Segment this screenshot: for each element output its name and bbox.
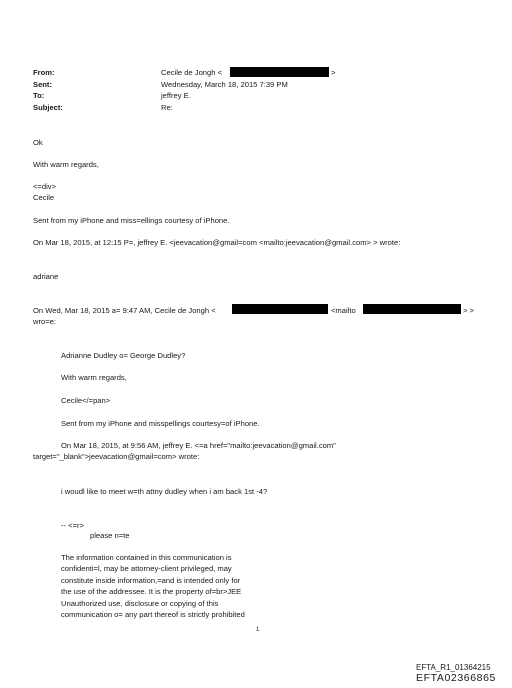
quoted-please-note: please n=te <box>90 531 130 540</box>
quoted-sig-dash: -- <=r> <box>61 521 85 530</box>
from-label: From: <box>33 68 55 77</box>
body-signature-name: Cecile <box>33 193 55 202</box>
to-value: jeffrey E. <box>161 91 191 100</box>
quoted-question: Adrianne Dudley o= George Dudley? <box>61 351 186 360</box>
body-wrote: wro=e: <box>33 317 57 326</box>
from-close: > <box>331 68 336 77</box>
quoted-meet-message: i woudl like to meet w=th attny dudley when i am back 1st -4? <box>61 487 268 496</box>
body-warm-regards: With warm regards, <box>33 160 99 169</box>
body-ok: Ok <box>33 138 43 147</box>
body-adriane: adriane <box>33 272 59 281</box>
page-number: 1 <box>256 627 260 633</box>
quoted-signature-name: Cecile</=pan> <box>61 396 111 405</box>
disclaimer-line: The information contained in this communication is <box>61 553 232 562</box>
redaction-box <box>230 67 329 77</box>
to-label: To: <box>33 91 45 100</box>
body-mailto: <mailto <box>331 306 356 315</box>
sent-label: Sent: <box>33 80 52 89</box>
quoted-target-wrote: target="_blank">jeevacation@gmail=com> wrote: <box>33 452 200 461</box>
body-mailto-close: > > <box>463 306 474 315</box>
disclaimer-line: Unauthorized use, disclosure or copying of this <box>61 599 219 608</box>
subject-label: Subject: <box>33 103 63 112</box>
quoted-sent-from-iphone: Sent from my iPhone and misspellings courtesy=of iPhone. <box>61 419 260 428</box>
redaction-box <box>363 304 461 314</box>
from-value: Cecile de Jongh < <box>161 68 223 77</box>
body-sent-from-iphone: Sent from my iPhone and miss=ellings courtesy of iPhone. <box>33 216 230 225</box>
bates-number-large: EFTA02366865 <box>416 672 496 684</box>
disclaimer-line: confidenti=l, may be attorney-client privileged, may <box>61 564 232 573</box>
quoted-warm-regards: With warm regards, <box>61 373 127 382</box>
subject-value: Re: <box>161 103 173 112</box>
disclaimer-line: the use of the addressee. It is the property of=br>JEE <box>61 587 242 596</box>
redaction-box <box>232 304 328 314</box>
quoted-on-mar18-wrote: On Mar 18, 2015, at 9:56 AM, jeffrey E. <=a href="mailto:jeevacation@gmail.com" <box>61 441 336 450</box>
body-on-mar18-wrote: On Mar 18, 2015, at 12:15 P=, jeffrey E. <jeevacation@gmail=com <mailto:jeevacation@gmail.com> > wrote: <box>33 238 401 247</box>
bates-number-small: EFTA_R1_01364215 <box>416 663 491 672</box>
body-on-wed-wrote: On Wed, Mar 18, 2015 a= 9:47 AM, Cecile de Jongh < <box>33 306 216 315</box>
disclaimer-line: constitute inside information,=and is intended only for <box>61 576 241 585</box>
body-div-tag: <=div> <box>33 182 57 191</box>
sent-value: Wednesday, March 18, 2015 7:39 PM <box>161 80 288 89</box>
disclaimer-line: communication o= any part thereof is strictly prohibited <box>61 610 245 619</box>
